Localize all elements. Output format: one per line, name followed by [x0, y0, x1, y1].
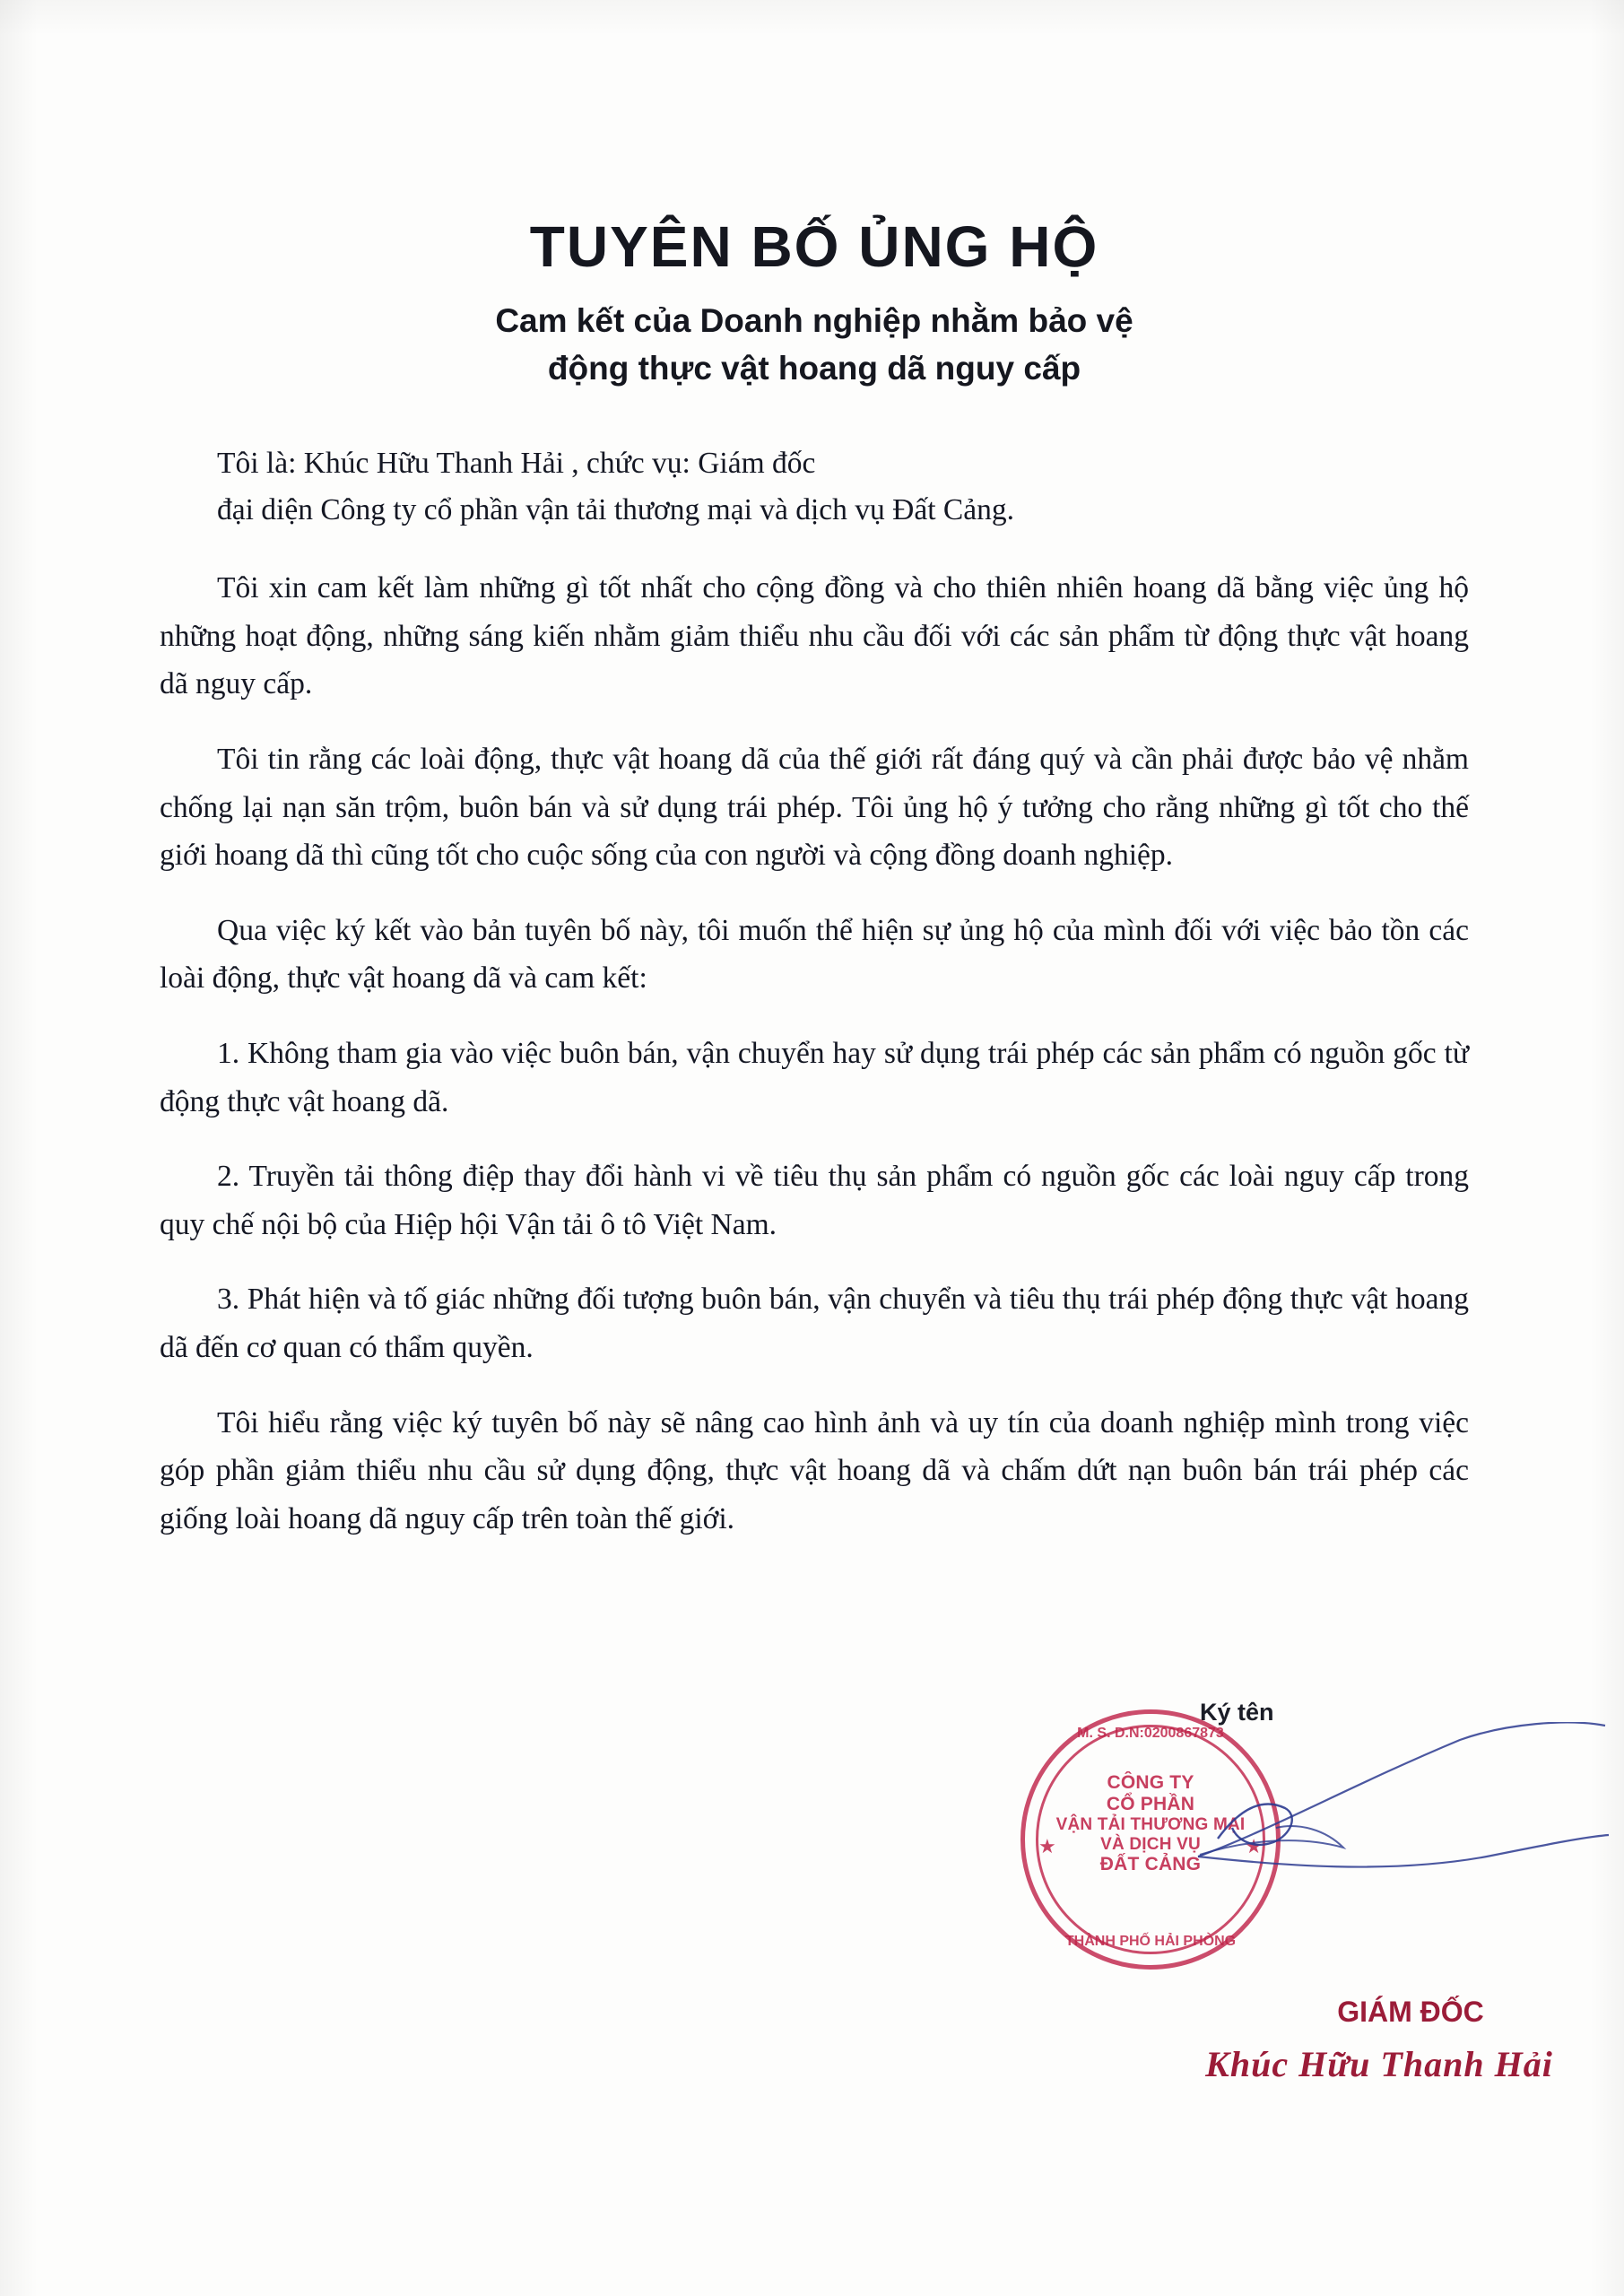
page-subtitle-line-1: Cam kết của Doanh nghiệp nhằm bảo vệ — [495, 302, 1133, 340]
paragraph-belief: Tôi tin rằng các loài động, thực vật hoang dã của thế giới rất đáng quý và cần phải được bảo vệ nhằm chống lại nạn săn trộm, buôn bán và sử dụng trái phép. Tôi ủng hộ ý tưởng cho rằng những gì tốt cho thế giới hoang dã thì cũng tốt cho cuộc sống của con người và cộng đồng doanh nghiệp. — [160, 743, 1469, 873]
seal-line-5: ĐẤT CẢNG — [1099, 1854, 1202, 1875]
scan-shadow-left — [0, 0, 38, 2296]
scan-shadow-right — [1590, 0, 1624, 2296]
document-content — [160, 215, 1469, 1543]
sign-here-label: Ký tên — [1200, 1699, 1274, 1726]
page-subtitle-line-2: động thực vật hoang dã nguy cấp — [547, 349, 1081, 387]
seal-center-text — [1020, 1772, 1281, 1875]
seal-registration-number: M. S. D.N:0200867873 — [1077, 1726, 1224, 1741]
seal-star-left-icon: ★ — [1038, 1835, 1056, 1857]
company-seal-stamp — [1020, 1709, 1281, 1970]
scan-shadow-top — [0, 0, 1624, 36]
seal-city-text: THÀNH PHỐ HẢI PHÒNG — [1064, 1934, 1237, 1949]
paragraph-signing-purpose: Qua việc ký kết vào bản tuyên bố này, tôi muốn thể hiện sự ủng hộ của mình đối với việc bảo tồn các loài động, thực vật hoang dã và cam kết: — [160, 913, 1469, 996]
declarant-line-2: đại diện Công ty cổ phần vận tải thương mại và dịch vụ Đất Cảng. — [217, 493, 1015, 527]
spacer — [160, 534, 1469, 564]
document-body — [160, 440, 1469, 1543]
paragraph-closing: Tôi hiểu rằng việc ký tuyên bố này sẽ nâng cao hình ảnh và uy tín của doanh nghiệp mình trong việc góp phần giảm thiểu nhu cầu sử dụng động, thực vật hoang dã và chấm dứt nạn buôn bán trái phép các giống loài hoang dã nguy cấp trên toàn thế giới. — [160, 1405, 1469, 1535]
commitment-item-3: 3. Phát hiện và tố giác những đối tượng buôn bán, vận chuyển và tiêu thụ trái phép động thực vật hoang dã đến cơ quan có thẩm quyền. — [160, 1283, 1469, 1365]
seal-line-4: VÀ DỊCH VỤ — [1100, 1834, 1201, 1854]
seal-line-2: CỔ PHẦN — [1106, 1793, 1195, 1814]
page-title: TUYÊN BỐ ỦNG HỘ — [529, 214, 1099, 279]
signature-block — [160, 1686, 1553, 2242]
declarant-line-1: Tôi là: Khúc Hữu Thanh Hải , chức vụ: Giám đốc — [217, 447, 816, 481]
commitment-item-2: 2. Truyền tải thông điệp thay đổi hành vi về tiêu thụ sản phẩm có nguồn gốc các loài nguy cấp trong quy chế nội bộ của Hiệp hội Vận tải ô tô Việt Nam. — [160, 1160, 1469, 1241]
page-subtitle — [330, 298, 1298, 392]
signer-name: Khúc Hữu Thanh Hải — [1205, 2044, 1553, 2084]
seal-line-1: CÔNG TY — [1107, 1772, 1194, 1793]
signer-position: GIÁM ĐỐC — [1337, 1996, 1484, 2028]
paragraph-commitment: Tôi xin cam kết làm những gì tốt nhất cho cộng đồng và cho thiên nhiên hoang dã bằng việc ủng hộ những hoạt động, những sáng kiến nhằm giảm thiểu nhu cầu đối với các sản phẩm từ động thực vật hoang dã nguy cấp. — [160, 571, 1469, 701]
seal-line-3: VẬN TẢI THƯƠNG MẠI — [1055, 1814, 1246, 1834]
seal-star-right-icon: ★ — [1245, 1835, 1263, 1857]
commitment-item-1: 1. Không tham gia vào việc buôn bán, vận chuyển hay sử dụng trái phép các sản phẩm có nguồn gốc từ động thực vật hoang dã. — [160, 1037, 1469, 1118]
